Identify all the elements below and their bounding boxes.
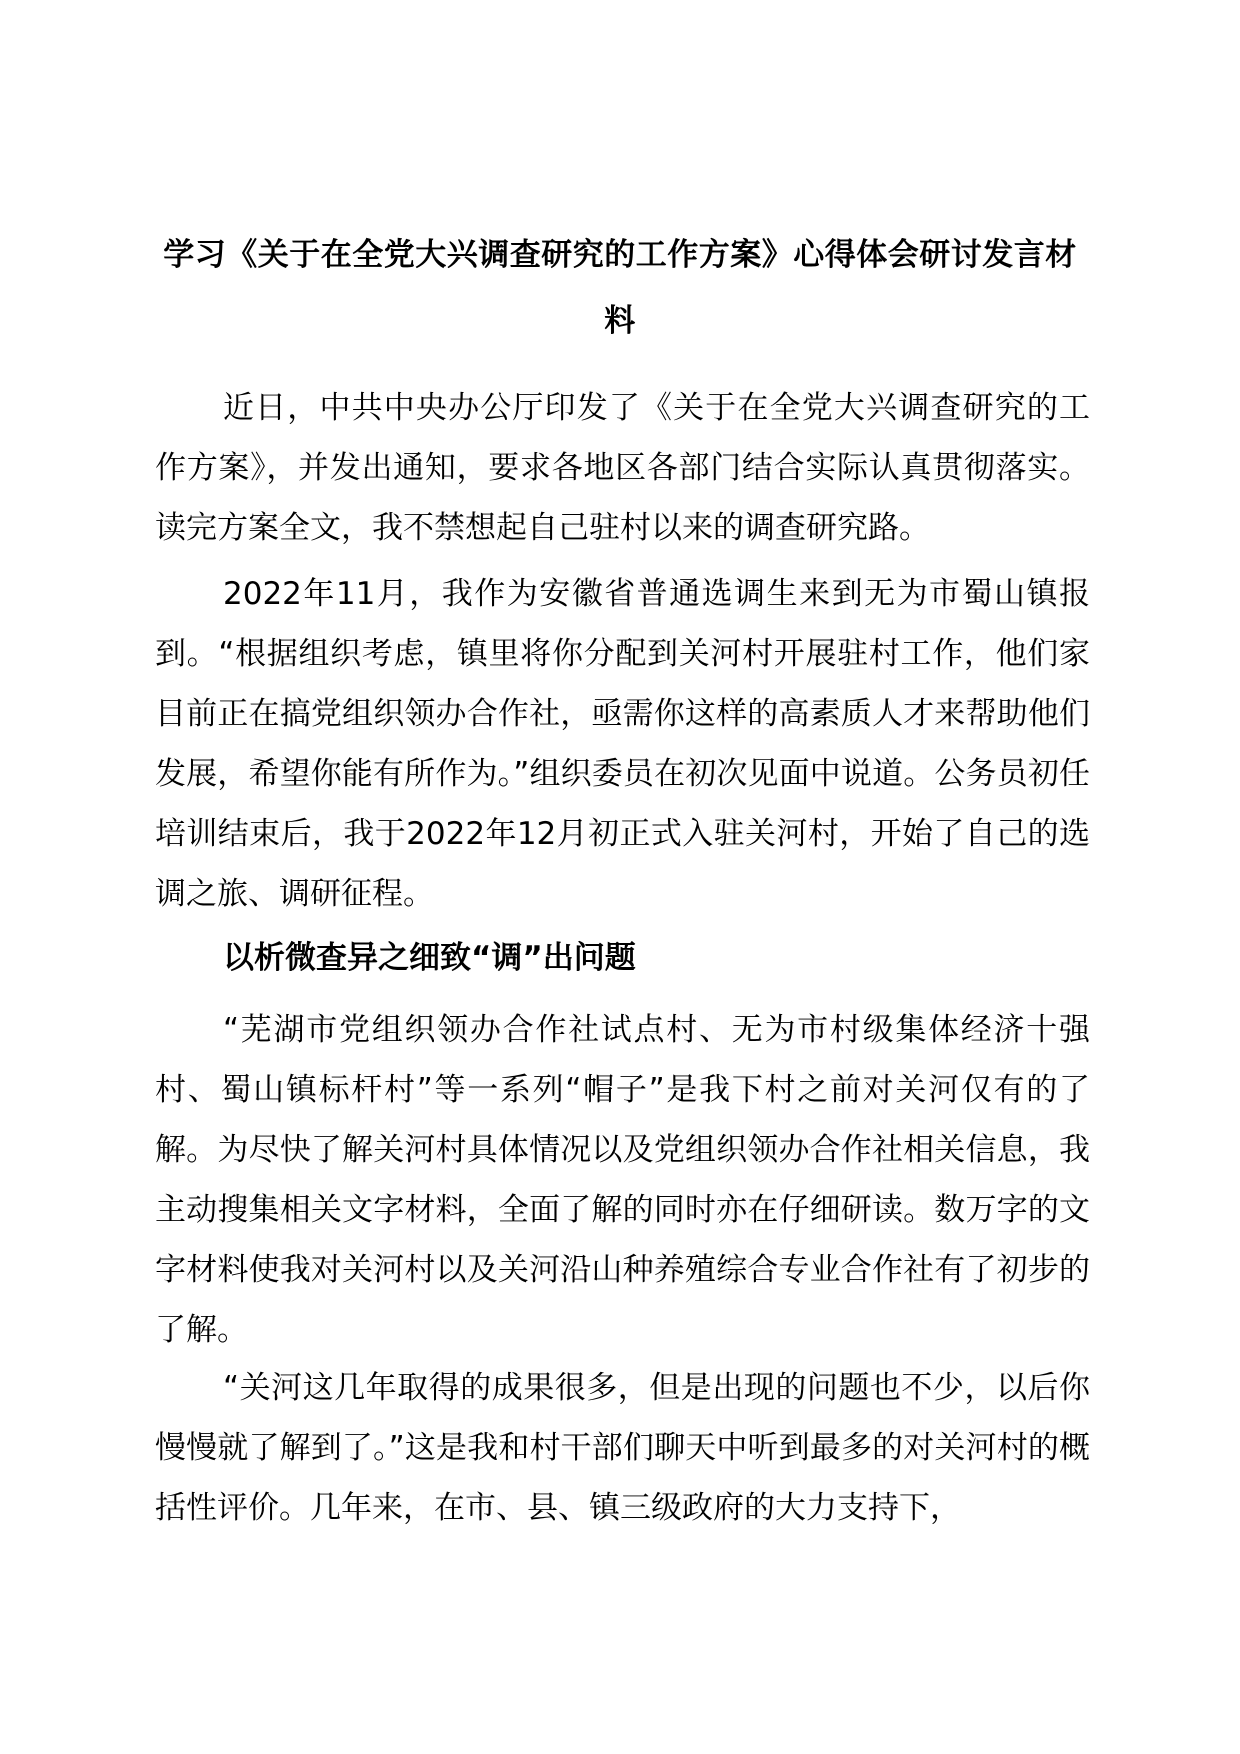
body-paragraph: “芜湖市党组织领办合作社试点村、无为市村级集体经济十强村、蜀山镇标杆村”等一系列“帽子”是我下村之前对关河仅有的了解。为尽快了解关河村具体情况以及党组织领办合作社相关信息，我主动搜集相关文字材料，全面了解的同时亦在仔细研读。数万字的文字材料使我对关河村以及关河沿山种养殖综合专业合作社有了初步的了解。 xyxy=(155,1012,1090,1348)
body-paragraph: “关河这几年取得的成果很多，但是出现的问题也不少，以后你慢慢就了解到了。”这是我和村干部们聊天中听到最多的对关河村的概括性评价。几年来，在市、县、镇三级政府的大力支持下， xyxy=(155,1370,1090,1526)
section-heading: 以析微查异之细致“调”出问题 xyxy=(223,940,636,976)
document-title: 学习《关于在全党大兴调查研究的工作方案》心得体会研讨发言材料 xyxy=(163,237,1077,339)
body-paragraph: 2022年11月，我作为安徽省普通选调生来到无为市蜀山镇报到。“根据组织考虑，镇里将你分配到关河村开展驻村工作，他们家目前正在搞党组织领办合作社，亟需你这样的高素质人才来帮助他们发展，希望你能有所作为。”组织委员在初次见面中说道。公务员初任培训结束后，我于2022年12月初正式入驻关河村，开始了自己的选调之旅、调研征程。 xyxy=(155,576,1090,912)
body-paragraph: 近日，中共中央办公厅印发了《关于在全党大兴调查研究的工作方案》，并发出通知，要求各地区各部门结合实际认真贯彻落实。读完方案全文，我不禁想起自己驻村以来的调查研究路。 xyxy=(155,390,1090,546)
